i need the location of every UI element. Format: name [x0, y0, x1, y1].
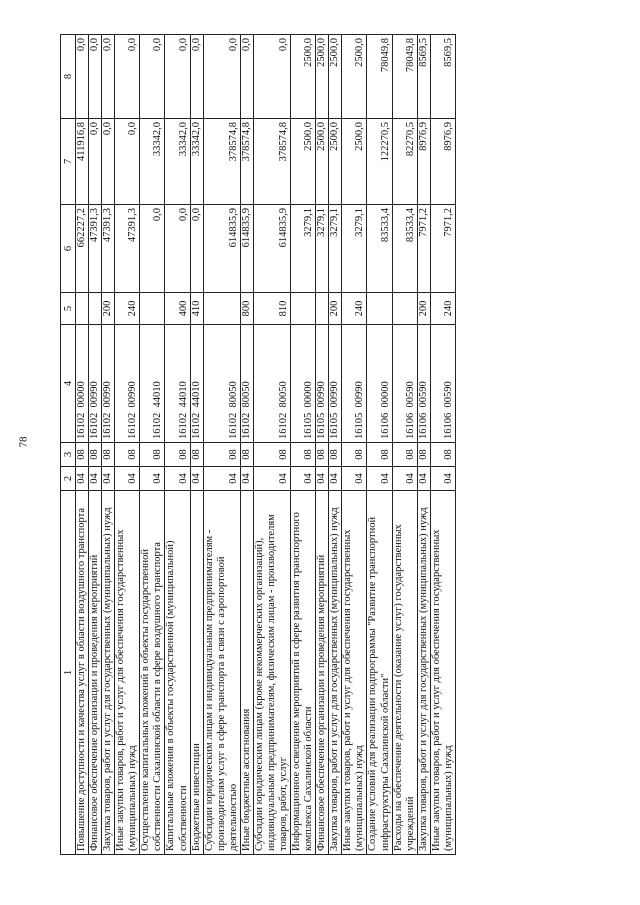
row-amount-year2-cell: 378574,8	[203, 119, 240, 205]
row-name-cell: Иные закупки товаров, работ и услуг для обеспечения государственных (муниципальных) нужд	[115, 491, 140, 855]
row-expense-type-cell	[367, 293, 392, 325]
row-subsection-cell: 08	[140, 443, 165, 467]
row-section-cell: 04	[115, 467, 140, 491]
row-subsection-cell: 08	[190, 443, 203, 467]
row-subsection-cell: 08	[291, 443, 316, 467]
row-amount-year1-cell: 3279,1	[342, 205, 367, 293]
table-row	[240, 35, 253, 855]
table-header-row	[61, 35, 76, 855]
row-subsection-cell: 08	[165, 443, 190, 467]
row-amount-year1-cell: 47391,3	[102, 205, 115, 293]
table-row	[430, 35, 455, 855]
page-number: 78	[17, 436, 30, 448]
col-header-8: 8	[61, 35, 76, 119]
col-header-7: 7	[61, 119, 76, 205]
row-expense-type-cell: 200	[102, 293, 115, 325]
table-row	[367, 35, 392, 855]
row-target-item-cell: 16102 44010	[165, 325, 190, 443]
row-target-item-cell: 16102 44010	[140, 325, 165, 443]
row-section-cell: 04	[430, 467, 455, 491]
row-expense-type-cell	[203, 293, 240, 325]
row-amount-year3-cell: 2500,0	[329, 35, 342, 119]
table-row	[165, 35, 190, 855]
row-amount-year1-cell: 7971,2	[430, 205, 455, 293]
row-section-cell: 04	[392, 467, 417, 491]
row-amount-year3-cell: 2500,0	[342, 35, 367, 119]
row-amount-year3-cell: 2500,0	[291, 35, 316, 119]
row-subsection-cell: 08	[417, 443, 430, 467]
table-body	[76, 35, 456, 855]
row-amount-year1-cell: 47391,3	[115, 205, 140, 293]
row-name-cell: Иные бюджетные ассигнования	[240, 491, 253, 855]
row-subsection-cell: 08	[430, 443, 455, 467]
row-section-cell: 04	[203, 467, 240, 491]
row-expense-type-cell	[89, 293, 102, 325]
row-amount-year3-cell: 0,0	[140, 35, 165, 119]
row-target-item-cell: 16102 00990	[102, 325, 115, 443]
row-name-cell: Расходы на обеспечение деятельности (оказание услуг) государственных учреждений	[392, 491, 417, 855]
row-section-cell: 04	[140, 467, 165, 491]
row-expense-type-cell: 240	[115, 293, 140, 325]
col-header-1: 1	[61, 491, 76, 855]
row-amount-year2-cell: 411916,8	[76, 119, 89, 205]
row-amount-year1-cell: 3279,1	[316, 205, 329, 293]
row-section-cell: 04	[367, 467, 392, 491]
row-name-cell: Закупка товаров, работ и услуг для государственных (муниципальных) нужд	[329, 491, 342, 855]
row-target-item-cell: 16106 00590	[392, 325, 417, 443]
table-row	[253, 35, 290, 855]
row-amount-year2-cell: 8976,9	[417, 119, 430, 205]
table-row	[190, 35, 203, 855]
row-target-item-cell: 16105 00990	[342, 325, 367, 443]
row-section-cell: 04	[102, 467, 115, 491]
row-target-item-cell: 16102 00990	[115, 325, 140, 443]
row-amount-year3-cell: 78049,8	[367, 35, 392, 119]
row-name-cell: Иные закупки товаров, работ и услуг для обеспечения государственных (муниципальных) нужд	[342, 491, 367, 855]
row-target-item-cell: 16102 00000	[76, 325, 89, 443]
row-expense-type-cell	[76, 293, 89, 325]
row-subsection-cell: 08	[76, 443, 89, 467]
row-expense-type-cell: 240	[430, 293, 455, 325]
row-amount-year3-cell: 0,0	[203, 35, 240, 119]
row-expense-type-cell	[392, 293, 417, 325]
col-header-5: 5	[61, 293, 76, 325]
col-header-4: 4	[61, 325, 76, 443]
row-target-item-cell: 16106 00590	[417, 325, 430, 443]
row-name-cell: Информационное освещение мероприятий в сфере развития транспортного комплекса Сахалинской области	[291, 491, 316, 855]
row-expense-type-cell	[291, 293, 316, 325]
row-amount-year2-cell: 0,0	[89, 119, 102, 205]
table-row	[316, 35, 329, 855]
row-amount-year2-cell: 122270,5	[367, 119, 392, 205]
rotated-table-container	[60, 35, 580, 855]
row-name-cell: Закупка товаров, работ и услуг для государственных (муниципальных) нужд	[102, 491, 115, 855]
row-section-cell: 04	[76, 467, 89, 491]
table-row	[342, 35, 367, 855]
table-row	[76, 35, 89, 855]
table-row	[392, 35, 417, 855]
row-amount-year3-cell: 0,0	[190, 35, 203, 119]
row-section-cell: 04	[240, 467, 253, 491]
row-amount-year1-cell: 662227,2	[76, 205, 89, 293]
table-row	[89, 35, 102, 855]
table-row	[115, 35, 140, 855]
row-amount-year3-cell: 78049,8	[392, 35, 417, 119]
table-row	[329, 35, 342, 855]
row-amount-year2-cell: 2500,0	[342, 119, 367, 205]
row-section-cell: 04	[190, 467, 203, 491]
row-subsection-cell: 08	[89, 443, 102, 467]
col-header-3: 3	[61, 443, 76, 467]
row-target-item-cell: 16106 00590	[430, 325, 455, 443]
row-subsection-cell: 08	[253, 443, 290, 467]
row-amount-year1-cell: 0,0	[140, 205, 165, 293]
row-amount-year2-cell: 33342,0	[140, 119, 165, 205]
row-amount-year2-cell: 2500,0	[316, 119, 329, 205]
row-amount-year3-cell: 0,0	[240, 35, 253, 119]
row-amount-year2-cell: 378574,8	[240, 119, 253, 205]
row-expense-type-cell	[316, 293, 329, 325]
row-amount-year1-cell: 7971,2	[417, 205, 430, 293]
row-subsection-cell: 08	[102, 443, 115, 467]
row-subsection-cell: 08	[115, 443, 140, 467]
row-amount-year1-cell: 3279,1	[291, 205, 316, 293]
row-subsection-cell: 08	[342, 443, 367, 467]
row-subsection-cell: 08	[203, 443, 240, 467]
row-subsection-cell: 08	[392, 443, 417, 467]
row-amount-year3-cell: 0,0	[115, 35, 140, 119]
row-amount-year1-cell: 47391,3	[89, 205, 102, 293]
row-target-item-cell: 16102 80050	[203, 325, 240, 443]
row-subsection-cell: 08	[367, 443, 392, 467]
row-amount-year2-cell: 8976,9	[430, 119, 455, 205]
row-section-cell: 04	[417, 467, 430, 491]
row-name-cell: Бюджетные инвестиции	[190, 491, 203, 855]
row-section-cell: 04	[342, 467, 367, 491]
row-name-cell: Субсидии юридическим лицам и индивидуальным предпринимателям - производителям услуг в сфере транспорта в связи с аэропортовой деятельностью	[203, 491, 240, 855]
row-amount-year1-cell: 614835,9	[203, 205, 240, 293]
row-amount-year3-cell: 2500,0	[316, 35, 329, 119]
row-section-cell: 04	[329, 467, 342, 491]
row-amount-year3-cell: 0,0	[165, 35, 190, 119]
row-amount-year1-cell: 83533,4	[392, 205, 417, 293]
row-amount-year2-cell: 2500,0	[329, 119, 342, 205]
row-expense-type-cell: 410	[190, 293, 203, 325]
row-expense-type-cell: 240	[342, 293, 367, 325]
row-amount-year2-cell: 82270,5	[392, 119, 417, 205]
row-amount-year2-cell: 2500,0	[291, 119, 316, 205]
row-name-cell: Закупка товаров, работ и услуг для государственных (муниципальных) нужд	[417, 491, 430, 855]
row-name-cell: Повышение доступности и качества услуг в области воздушного транспорта	[76, 491, 89, 855]
row-amount-year2-cell: 33342,0	[165, 119, 190, 205]
row-target-item-cell: 16102 44010	[190, 325, 203, 443]
row-section-cell: 04	[316, 467, 329, 491]
row-amount-year3-cell: 8569,5	[417, 35, 430, 119]
row-name-cell: Финансовое обеспечение организации и проведения мероприятий	[89, 491, 102, 855]
table-row	[140, 35, 165, 855]
row-expense-type-cell: 400	[165, 293, 190, 325]
table-row	[203, 35, 240, 855]
row-subsection-cell: 08	[329, 443, 342, 467]
row-section-cell: 04	[253, 467, 290, 491]
row-target-item-cell: 16102 80050	[253, 325, 290, 443]
row-amount-year3-cell: 8569,5	[430, 35, 455, 119]
row-amount-year1-cell: 614835,9	[253, 205, 290, 293]
row-section-cell: 04	[291, 467, 316, 491]
table-row	[417, 35, 430, 855]
row-section-cell: 04	[89, 467, 102, 491]
row-name-cell: Капитальные вложения в объекты государственной (муниципальной) собственности	[165, 491, 190, 855]
row-target-item-cell: 16105 00990	[316, 325, 329, 443]
row-amount-year2-cell: 0,0	[115, 119, 140, 205]
row-amount-year1-cell: 3279,1	[329, 205, 342, 293]
row-amount-year1-cell: 0,0	[190, 205, 203, 293]
row-amount-year2-cell: 33342,0	[190, 119, 203, 205]
row-amount-year3-cell: 0,0	[76, 35, 89, 119]
row-target-item-cell: 16102 80050	[240, 325, 253, 443]
row-expense-type-cell: 800	[240, 293, 253, 325]
row-amount-year1-cell: 0,0	[165, 205, 190, 293]
row-amount-year1-cell: 614835,9	[240, 205, 253, 293]
table-row	[102, 35, 115, 855]
row-amount-year1-cell: 83533,4	[367, 205, 392, 293]
row-name-cell: Создание условий для реализации подпрограммы "Развитие транспортной инфраструктуры Сахалинской области"	[367, 491, 392, 855]
row-expense-type-cell: 200	[329, 293, 342, 325]
row-amount-year2-cell: 0,0	[102, 119, 115, 205]
row-amount-year3-cell: 0,0	[253, 35, 290, 119]
row-expense-type-cell: 200	[417, 293, 430, 325]
row-target-item-cell: 16105 00990	[329, 325, 342, 443]
row-name-cell: Иные закупки товаров, работ и услуг для обеспечения государственных (муниципальных) нужд	[430, 491, 455, 855]
row-amount-year3-cell: 0,0	[102, 35, 115, 119]
row-expense-type-cell	[140, 293, 165, 325]
table-row	[291, 35, 316, 855]
row-name-cell: Осуществление капитальных вложений в объекты государственной собственности Сахалинской области в сфере воздушного транспорта	[140, 491, 165, 855]
row-amount-year3-cell: 0,0	[89, 35, 102, 119]
row-target-item-cell: 16102 00990	[89, 325, 102, 443]
row-amount-year2-cell: 378574,8	[253, 119, 290, 205]
row-subsection-cell: 08	[316, 443, 329, 467]
row-section-cell: 04	[165, 467, 190, 491]
col-header-2: 2	[61, 467, 76, 491]
row-name-cell: Финансовое обеспечение организации и проведения мероприятий	[316, 491, 329, 855]
row-expense-type-cell: 810	[253, 293, 290, 325]
row-target-item-cell: 16106 00000	[367, 325, 392, 443]
row-name-cell: Субсидии юридическим лицам (кроме некоммерческих организаций), индивидуальным предпринимателям, физическим лицам - производителям товаров, работ, услуг	[253, 491, 290, 855]
row-target-item-cell: 16105 00000	[291, 325, 316, 443]
row-subsection-cell: 08	[240, 443, 253, 467]
budget-table	[60, 34, 456, 855]
col-header-6: 6	[61, 205, 76, 293]
